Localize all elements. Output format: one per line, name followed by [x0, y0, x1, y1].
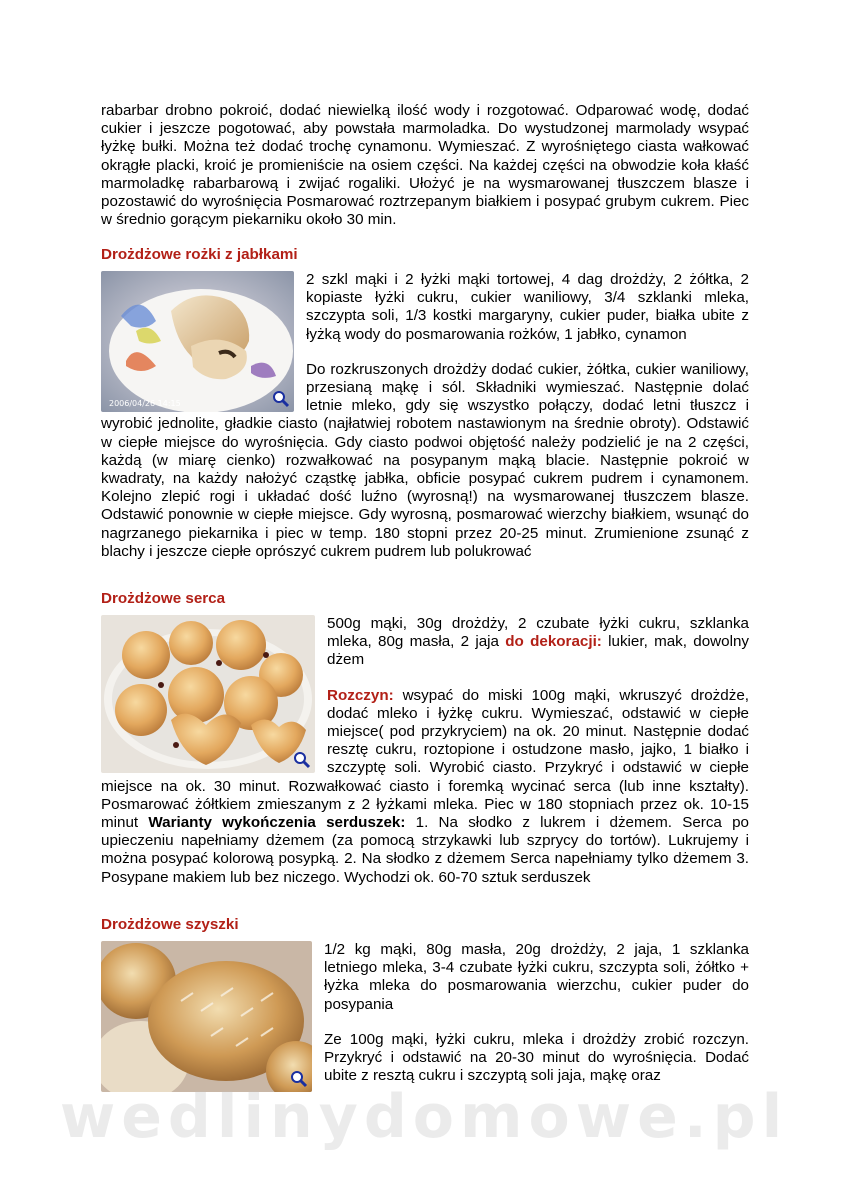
- zoom-icon[interactable]: [272, 390, 290, 408]
- photo-serca: [101, 615, 315, 773]
- deco-label: do dekoracji:: [505, 633, 602, 651]
- recipe-rozki: [101, 271, 749, 561]
- intro-paragraph: rabarbar drobno pokroić, dodać niewielką ilość wody i rozgotować. Odparować wodę, dodać cukier i jeszcze pogotować, aby powstała marmoladka. Do wystudzonej marmolady wsypać łyżkę bułki. Można też dodać trochę cynamonu. Wymieszać. Z wyrośniętego ciasta wałkować okrągłe placki, kroić je promieniście na osiem części. Na każdej części na obwodzie koła kłaść marmoladkę rabarbarową i zwijać rogaliki. Ułożyć je na wysmarowanej tłuszczem blasze i pozostawić do wyrośnięcia Posmarować roztrzepanym białkiem i posypać grubym cukrem. Piec w średnio gorącym piekarniku około 30 min.: [101, 102, 749, 229]
- photo-szyszki: [101, 941, 312, 1092]
- photo-timestamp: 2006/04/26 14:15: [109, 399, 181, 408]
- cone-buns-photo-image: [101, 941, 312, 1092]
- heart-buns-photo-image: [101, 615, 315, 773]
- croissant-photo-image: [101, 271, 294, 412]
- ingredients-serca-main: 500g mąki, 30g drożdży, 2 czubate łyżki cukru, szklanka mleka, 80g masła, 2 jaja: [327, 615, 749, 651]
- recipe-title-rozki: Drożdżowe rożki z jabłkami: [101, 246, 298, 263]
- photo-rozki: [101, 271, 294, 412]
- ingredients-serca-deco: lukier, mak, dowolny dżem: [327, 633, 749, 669]
- watermark: wedlinydomowe.pl: [59, 1082, 789, 1152]
- method-rozki: Do rozkruszonych drożdży dodać cukier, żółtka, cukier waniliowy, przesianą mąkę i sól. Składniki wymieszać. Następnie dolać letnie mleko, gdy się wszystko połączy, dodać letni tłuszcz i wyrobić jednolite, gładkie ciasto (najłatwiej robotem nastawionym na średnie obroty). Odstawić w ciepłe miejsce do wyrośnięcia. Gdy ciasto podwoi objętość należy podzielić je na 2 części, każdą (w miarę cienko) rozwałkować na posypanym mąką blacie. Następnie pokroić w kwadraty, na każdy nałożyć cząstkę jabłka, obficie posypać cukrem pudrem i cynamonem. Kolejno zlepić rogi i układać dość luźno (wyrosną!) na wysmarowanej tłuszczem blasze. Odstawić ponownie w ciepłe miejsce. Gdy wyrosną, posmarować wierzchy białkiem, wsunąć do nagrzanego piekarnika i piec w temp. 180 stopni przez 20-25 minut. Zrumienione zsunąć z blachy i jeszcze ciepłe oprószyć cukrem pudrem lub polukrować: [101, 360, 749, 560]
- variants-label: Warianty wykończenia serduszek:: [148, 814, 406, 832]
- method-serca-a: wsypać do miski 100g mąki, wkruszyć drożdże, dodać mleko i łyżkę cukru. Wymieszać, odstawić w ciepłe miejsce( pod przykryciem) na ok. 20 minut. Następnie dodać resztę cukru, roztopione i ostudzone masło, jajko, 1 białko i szczyptę soli. Wyrobić ciasto. Przykryć i odstawić w ciepłe miejsce na ok. 30 minut. Rozwałkować ciasto i foremką wycinać serca (lub inne kształty). Posmarować żółtkiem zmieszanym z 2 łyżkami mleka. Piec w 180 stopniach przez ok. 10-15 minut: [101, 686, 749, 832]
- ingredients-szyszki: 1/2 kg mąki, 80g masła, 20g drożdży, 2 jaja, 1 szklanka letniego mleka, 3-4 czubate łyżki cukru, szczypta soli, żółtko + łyżka mleka do posmarowania wierzchu, cukier puder do posypania: [324, 941, 749, 1013]
- intro-block: [101, 102, 749, 229]
- recipe-szyszki: [101, 941, 749, 1095]
- recipe-title-szyszki: Drożdżowe szyszki: [101, 916, 239, 933]
- method-szyszki: Ze 100g mąki, łyżki cukru, mleka i drożdży zrobić rozczyn. Przykryć i odstawić na 20-30 minut do wyrośnięcia. Dodać ubite z resztą cukru i szczyptą soli jaja, mąkę oraz: [324, 1030, 749, 1085]
- recipe-serca: [101, 615, 749, 887]
- zoom-icon[interactable]: [293, 751, 311, 769]
- ingredients-rozki: 2 szkl mąki i 2 łyżki mąki tortowej, 4 dag drożdży, 2 żółtka, 2 kopiaste łyżki cukru, cukier waniliowy, 3/4 szklanki mleka, szczypta soli, 1/3 kostki margaryny, cukier puder, białka ubite z łyżką wody do posmarowania rożków, 1 jabłko, cynamon: [306, 271, 749, 343]
- recipe-title-serca: Drożdżowe serca: [101, 590, 226, 607]
- method-serca-b: 1. Na słodko z lukrem i dżemem. Serca po upieczeniu napełniamy dżemem (za pomocą strzykawki lub szprycy do tortów). Lukrujemy i można posypać kolorową posypką. 2. Na słodko z dżemem Serca napełniamy tylko dżemem 3. Posypane makiem lub bez niczego. Wychodzi ok. 60-70 sztuk serduszek: [101, 814, 749, 886]
- starter-label: Rozczyn:: [327, 686, 394, 704]
